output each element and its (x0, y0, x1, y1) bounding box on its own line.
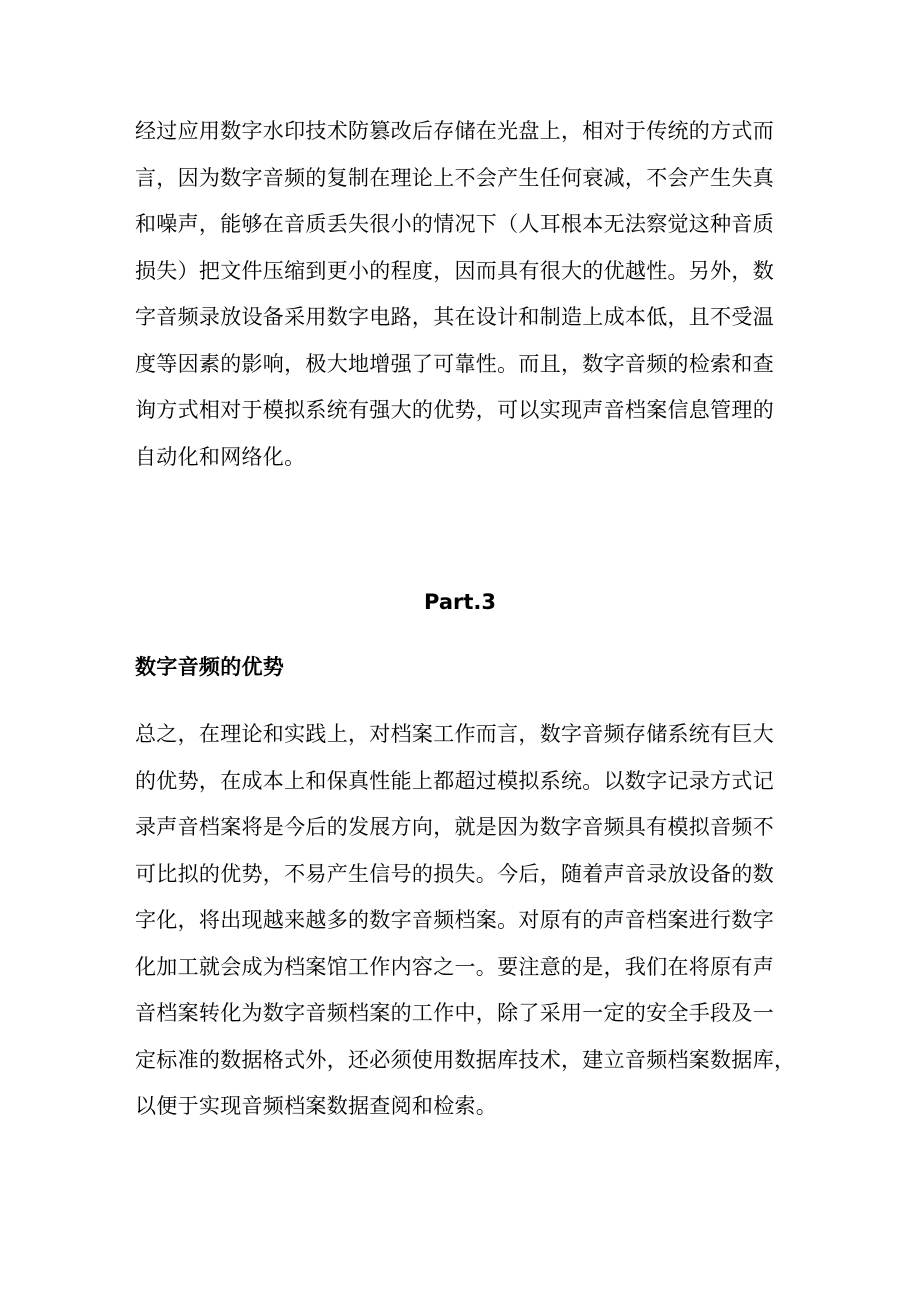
paragraph-line: 总之，在理论和实践上，对档案工作而言，数字音频存储系统有巨大 (135, 722, 774, 746)
body-paragraph-1 (135, 108, 795, 480)
paragraph-line: 音档案转化为数字音频档案的工作中，除了采用一定的安全手段及一 (135, 1001, 774, 1025)
paragraph-line: 字音频录放设备采用数字电路，其在设计和制造上成本低，且不受温 (135, 305, 774, 329)
paragraph-line: 损失）把文件压缩到更小的程度，因而具有很大的优越性。另外，数 (135, 258, 774, 283)
paragraph-line: 字化，将出现越来越多的数字音频档案。对原有的声音档案进行数字 (135, 908, 774, 932)
part-heading: Part.3 (424, 590, 496, 614)
paragraph-line: 自动化和网络化。 (135, 444, 306, 469)
paragraph-line: 以便于实现音频档案数据查阅和检索。 (135, 1094, 498, 1118)
paragraph-line: 化加工就会成为档案馆工作内容之一。要注意的是，我们在将原有声 (135, 954, 774, 979)
paragraph-line: 录声音档案将是今后的发展方向，就是因为数字音频具有模拟音频不 (135, 815, 774, 839)
paragraph-line: 经过应用数字水印技术防篡改后存储在光盘上，相对于传统的方式而 (135, 119, 774, 143)
paragraph-line: 定标准的数据格式外，还必须使用数据库技术，建立音频档案数据库， (135, 1047, 796, 1072)
paragraph-line: 度等因素的影响，极大地增强了可靠性。而且，数字音频的检索和查 (135, 351, 774, 376)
paragraph-line: 询方式相对于模拟系统有强大的优势，可以实现声音档案信息管理的 (135, 398, 774, 422)
paragraph-line: 和噪声，能够在音质丢失很小的情况下（人耳根本无法察觉这种音质 (135, 212, 774, 236)
paragraph-line: 可比拟的优势，不易产生信号的损失。今后，随着声音录放设备的数 (135, 861, 774, 886)
paragraph-line: 的优势，在成本上和保真性能上都超过模拟系统。以数字记录方式记 (135, 768, 774, 793)
paragraph-line: 言，因为数字音频的复制在理论上不会产生任何衰减，不会产生失真 (135, 165, 774, 190)
section-heading: 数字音频的优势 (135, 655, 285, 679)
body-paragraph-2 (135, 711, 795, 1130)
